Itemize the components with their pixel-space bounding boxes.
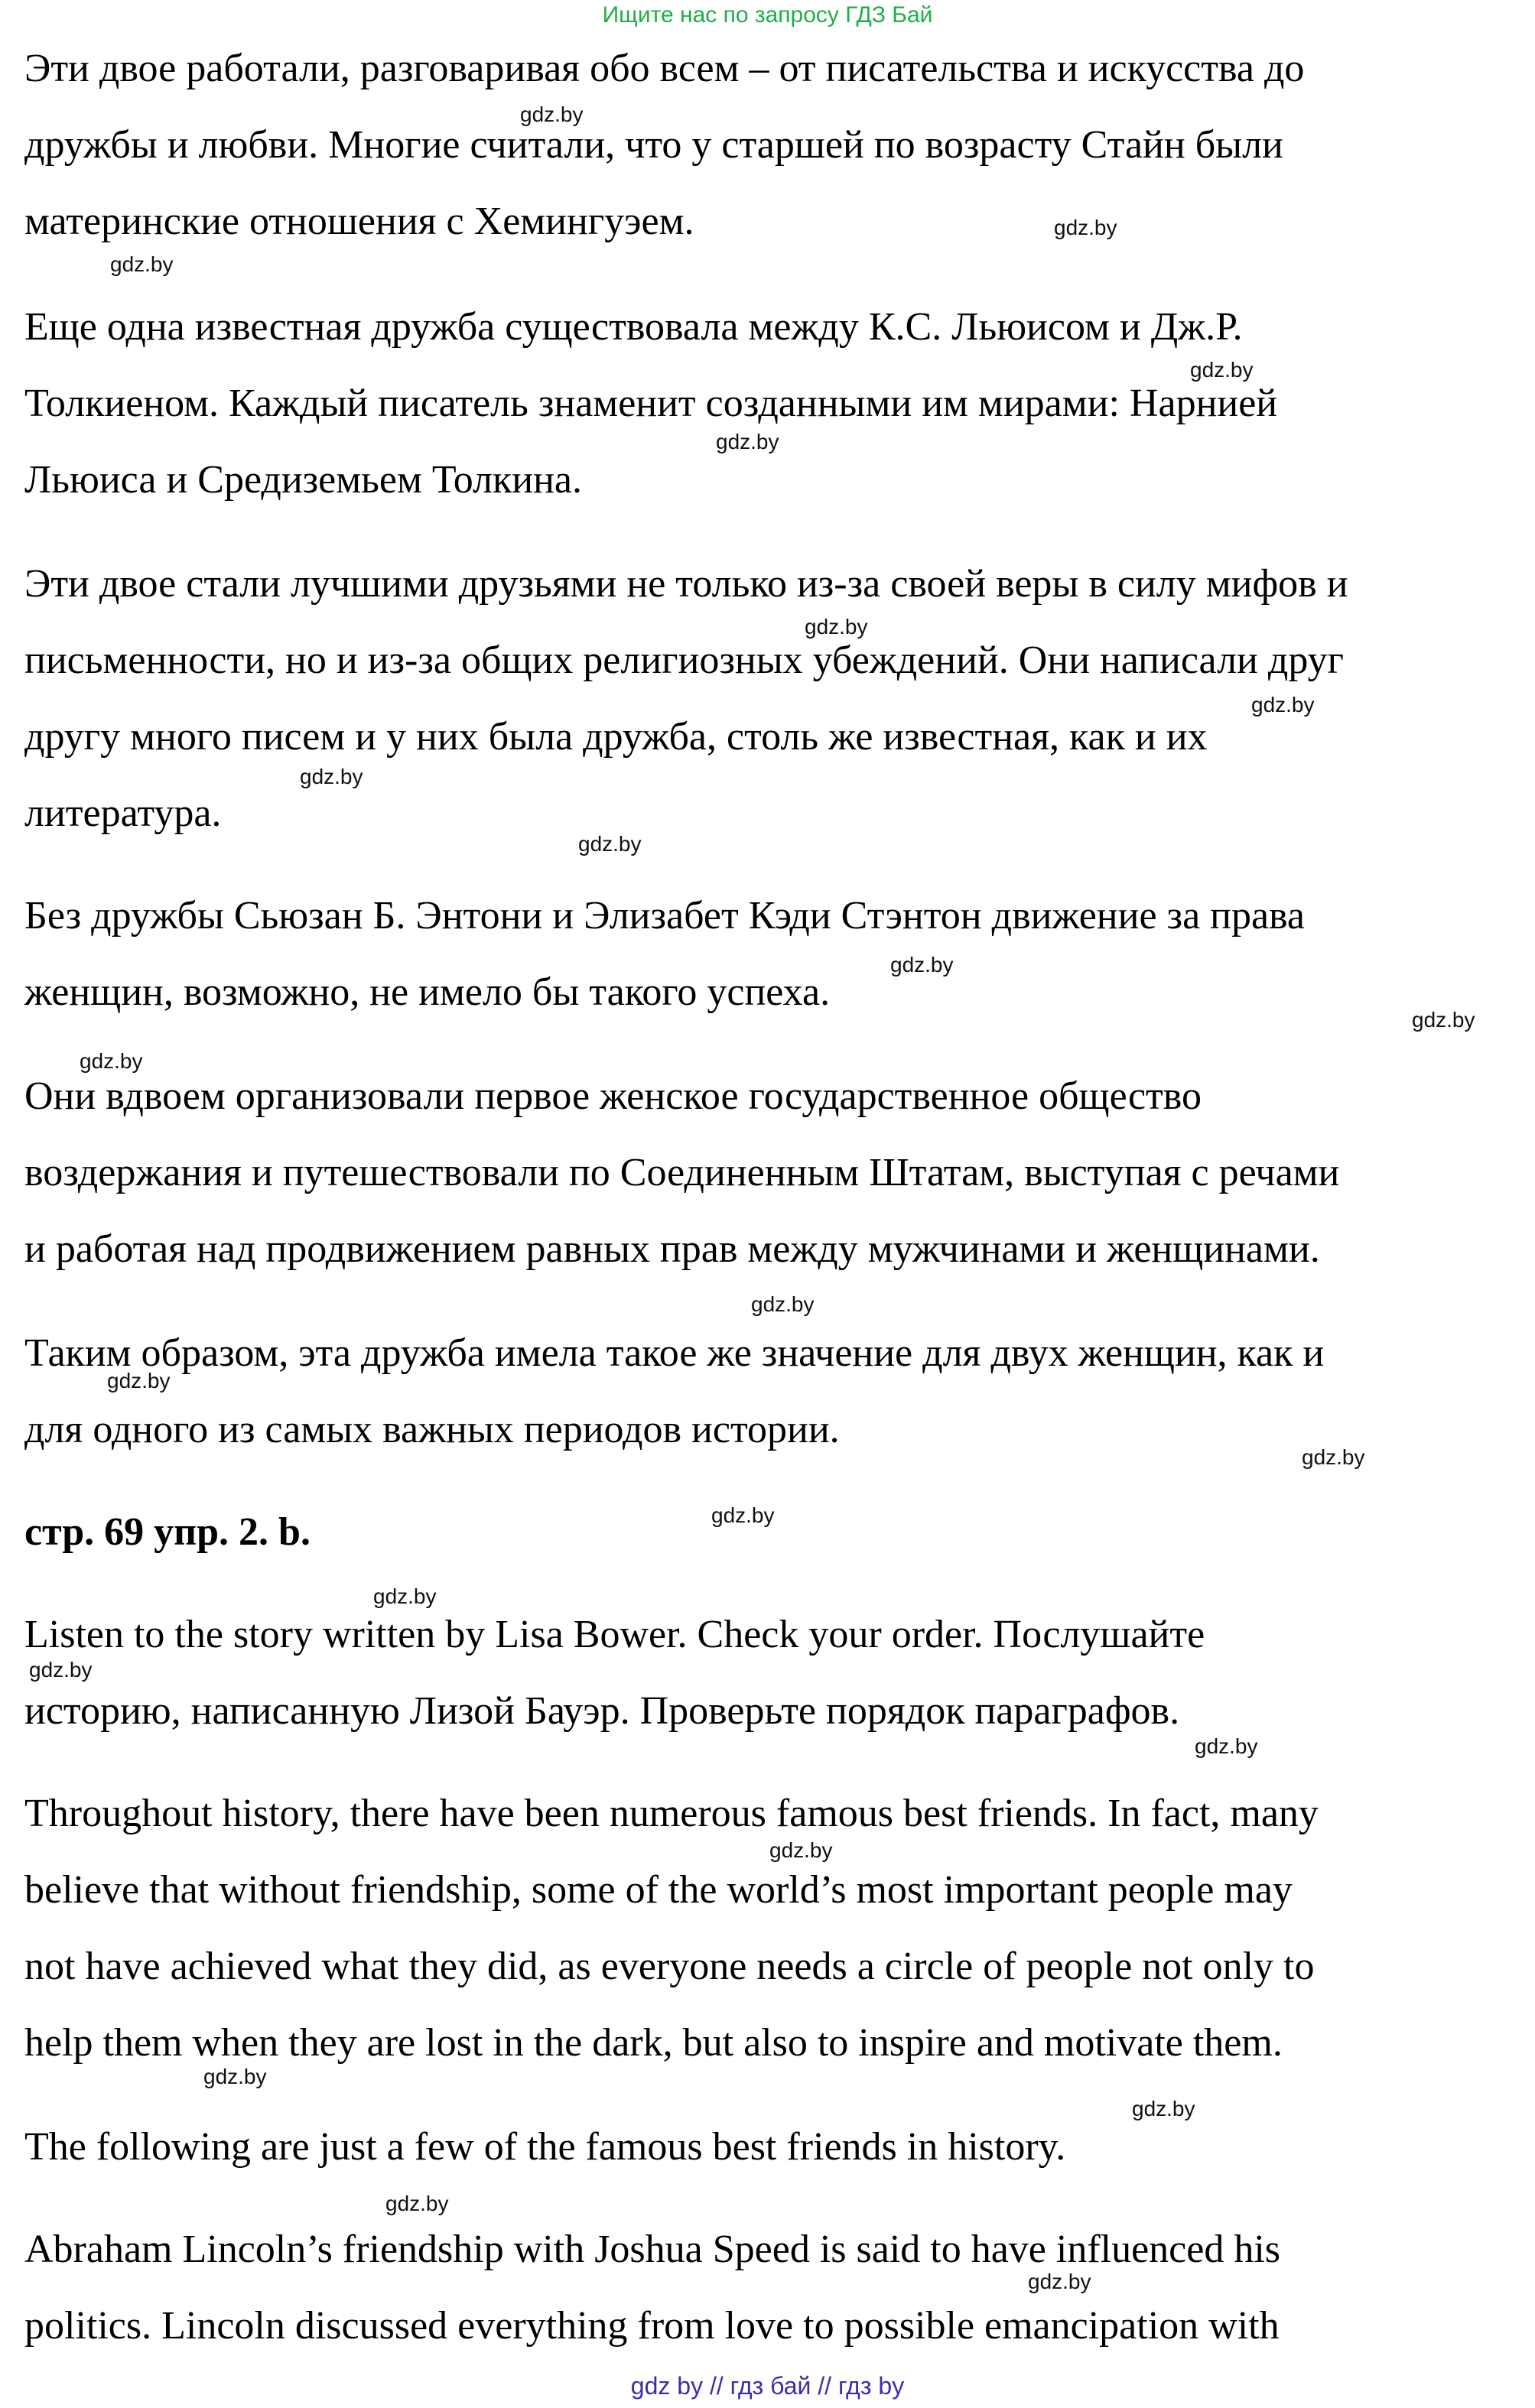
text-line: Эти двое работали, разговаривая обо всем – от писательства и искусства до bbox=[24, 47, 1305, 90]
text-line: материнские отношения с Хемингуэем. bbox=[24, 200, 694, 243]
watermark: gdz.by bbox=[716, 430, 779, 453]
watermark: gdz.by bbox=[1412, 1008, 1475, 1032]
text-line: другу много писем и у них была дружба, столь же известная, как и их bbox=[24, 715, 1208, 759]
watermark: gdz.by bbox=[1195, 1734, 1258, 1758]
site-footer-banner: gdz by // гдз бай // гдз by bbox=[630, 2372, 905, 2400]
text-line: историю, написанную Лизой Бауэр. Проверьте порядок параграфов. bbox=[24, 1689, 1180, 1733]
text-line: help them when they are lost in the dark, but also to inspire and motivate them. bbox=[24, 2021, 1283, 2065]
watermark: gdz.by bbox=[751, 1292, 815, 1316]
text-line: и работая над продвижением равных прав между мужчинами и женщинами. bbox=[24, 1227, 1320, 1271]
watermark: gdz.by bbox=[80, 1049, 143, 1073]
text-line: Таким образом, эта дружба имела такое же значение для двух женщин, как и bbox=[24, 1331, 1325, 1375]
text-line: Эти двое стали лучшими друзьями не только из-за своей веры в силу мифов и bbox=[24, 562, 1348, 606]
watermark: gdz.by bbox=[1132, 2097, 1195, 2120]
text-line: Льюиса и Средиземьем Толкина. bbox=[24, 458, 582, 502]
watermark: gdz.by bbox=[29, 1658, 93, 1682]
watermark: gdz.by bbox=[890, 953, 954, 977]
text-line: believe that without friendship, some of the world’s most important people may bbox=[24, 1868, 1293, 1912]
watermark: gdz.by bbox=[203, 2065, 267, 2088]
watermark: gdz.by bbox=[805, 615, 868, 639]
text-line: женщин, возможно, не имело бы такого успеха. bbox=[24, 970, 831, 1014]
exercise-heading: стр. 69 упр. 2. b. bbox=[24, 1510, 311, 1554]
text-line: дружбы и любви. Многие считали, что у старшей по возрасту Стайн были bbox=[24, 123, 1283, 167]
text-line: Abraham Lincoln’s friendship with Joshua Speed is said to have influenced his bbox=[24, 2228, 1281, 2271]
text-line: литература. bbox=[24, 791, 222, 835]
watermark: gdz.by bbox=[520, 102, 584, 126]
text-line: not have achieved what they did, as everyone needs a circle of people not only to bbox=[24, 1945, 1315, 1988]
watermark: gdz.by bbox=[110, 252, 174, 276]
watermark: gdz.by bbox=[578, 832, 642, 856]
text-line: Throughout history, there have been numerous famous best friends. In fact, many bbox=[24, 1792, 1319, 1835]
text-line: Они вдвоем организовали первое женское государственное общество bbox=[24, 1074, 1202, 1118]
text-line: Еще одна известная дружба существовала между К.С. Льюисом и Дж.Р. bbox=[24, 305, 1243, 349]
watermark: gdz.by bbox=[107, 1369, 171, 1392]
watermark: gdz.by bbox=[1251, 693, 1315, 717]
watermark: gdz.by bbox=[769, 1838, 833, 1862]
watermark: gdz.by bbox=[373, 1584, 437, 1608]
text-line: Listen to the story written by Lisa Bower. Check your order. Послушайте bbox=[24, 1613, 1205, 1656]
text-line: Толкиеном. Каждый писатель знаменит созданными им мирами: Нарнией bbox=[24, 382, 1278, 425]
watermark: gdz.by bbox=[300, 765, 363, 788]
watermark: gdz.by bbox=[1190, 358, 1254, 382]
watermark: gdz.by bbox=[1054, 216, 1117, 239]
text-line: воздержания и путешествовали по Соединенным Штатам, выступая с речами bbox=[24, 1151, 1340, 1194]
watermark: gdz.by bbox=[385, 2192, 449, 2215]
watermark: gdz.by bbox=[1302, 1445, 1365, 1469]
text-line: politics. Lincoln discussed everything from love to possible emancipation with bbox=[24, 2304, 1280, 2348]
watermark: gdz.by bbox=[711, 1503, 775, 1527]
watermark: gdz.by bbox=[1028, 2270, 1091, 2293]
text-line: Без дружбы Сьюзан Б. Энтони и Элизабет Кэди Стэнтон движение за права bbox=[24, 894, 1306, 938]
text-line: письменности, но и из-за общих религиозных убеждений. Они написали друг bbox=[24, 639, 1344, 682]
text-line: для одного из самых важных периодов истории. bbox=[24, 1408, 840, 1451]
text-line: The following are just a few of the famous best friends in history. bbox=[24, 2125, 1066, 2169]
site-header-banner: Ищите нас по запросу ГДЗ Бай bbox=[602, 2, 933, 28]
